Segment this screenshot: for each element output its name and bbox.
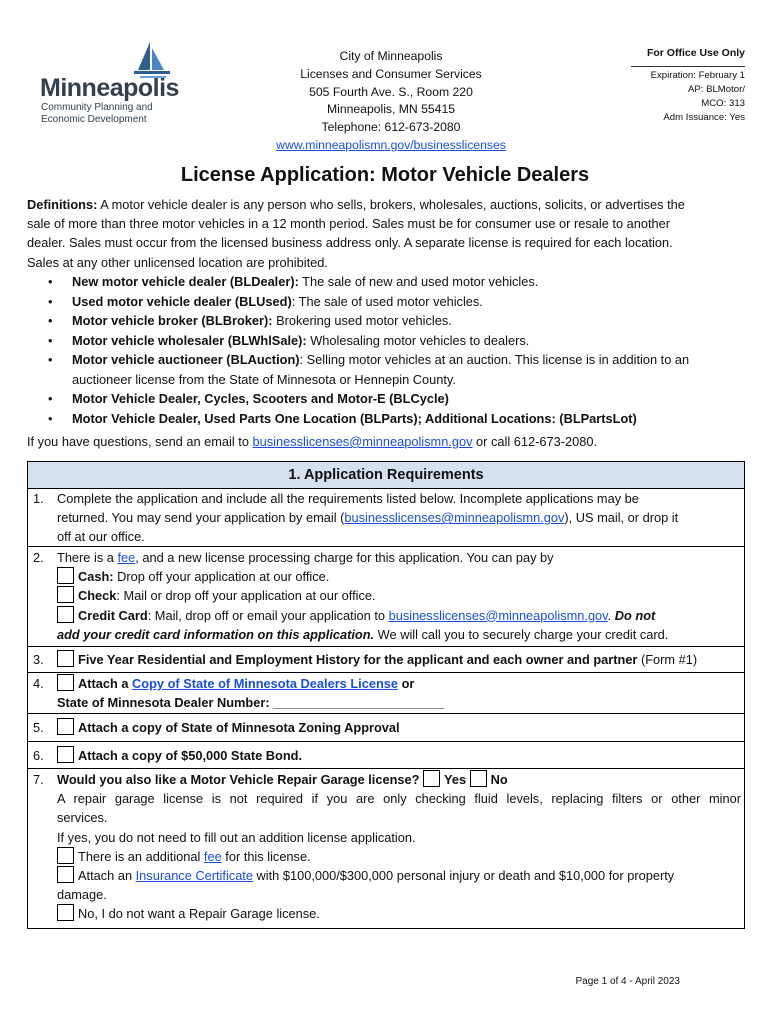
- requirement-1: Complete the application and include all the requirements listed below. Incomplete applications may be returned. You may send your application by email (businesslicenses@minneapolismn.gov), US mail, or drop it off at our office.: [57, 491, 679, 545]
- cash-checkbox[interactable]: [57, 567, 74, 584]
- header-org: City of Minneapolis: [339, 49, 443, 63]
- office-title: For Office Use Only: [646, 47, 745, 59]
- insurance-certificate-checkbox[interactable]: [57, 866, 74, 883]
- header-address: 505 Fourth Ave. S., Room 220: [309, 85, 473, 99]
- dealers-license-link[interactable]: Copy of State of Minnesota Dealers License: [132, 676, 399, 691]
- row-divider: [28, 646, 744, 647]
- list-item: • Motor Vehicle Dealer, Used Parts One Location (BLParts); Additional Locations: (BLPartsLot): [48, 410, 637, 426]
- email-link[interactable]: businesslicenses@minneapolismn.gov: [344, 510, 565, 526]
- fee-link[interactable]: fee: [117, 550, 136, 565]
- repair-garage-no-checkbox[interactable]: [470, 770, 487, 787]
- zoning-approval-checkbox[interactable]: [57, 718, 74, 735]
- row-number: 7.: [33, 772, 44, 787]
- list-item: • Motor Vehicle Dealer, Cycles, Scooters and Motor-E (BLCycle): [48, 391, 449, 406]
- email-link[interactable]: businesslicenses@minneapolismn.gov: [388, 607, 608, 623]
- dealers-license-checkbox[interactable]: [57, 674, 74, 691]
- email-link[interactable]: businesslicenses@minneapolismn.gov: [252, 434, 473, 449]
- header-url-link[interactable]: www.minneapolismn.gov/businesslicenses: [276, 138, 506, 152]
- header-phone: Telephone: 612-673-2080: [321, 120, 461, 134]
- office-line1: Expiration: February 1: [650, 70, 745, 81]
- additional-fee-checkbox[interactable]: [57, 847, 74, 864]
- row-divider: [28, 741, 744, 742]
- row-number: 3.: [33, 652, 44, 667]
- list-item-continued: auctioneer license from the State of Minnesota or Hennepin County.: [72, 371, 456, 387]
- requirement-5: Attach a copy of State of Minnesota Zoning Approval: [57, 718, 742, 737]
- row-number: 4.: [33, 676, 44, 691]
- state-bond-checkbox[interactable]: [57, 746, 74, 763]
- row-number: 6.: [33, 748, 44, 763]
- row-divider: [28, 546, 744, 547]
- application-requirements-table: [27, 461, 745, 929]
- logo-line2: Economic Development: [41, 114, 147, 125]
- history-checkbox[interactable]: [57, 650, 74, 667]
- row-number: 1.: [33, 491, 44, 506]
- row-divider: [28, 768, 744, 769]
- office-line4: Adm Issuance: Yes: [663, 112, 745, 123]
- definitions-line2: sale of more than three motor vehicles in a 12 month period. Sales must be for consumer use or resale to another: [27, 216, 671, 232]
- repair-garage-yes-checkbox[interactable]: [423, 770, 440, 787]
- check-checkbox[interactable]: [57, 586, 74, 603]
- definitions-label: Definitions:: [27, 197, 98, 212]
- office-line2: AP: BLMotor/: [687, 84, 745, 95]
- insurance-certificate-link[interactable]: Insurance Certificate: [135, 868, 253, 884]
- fee-link[interactable]: fee: [203, 848, 222, 864]
- row-divider: [28, 672, 744, 673]
- requirement-4: Attach a Copy of State of Minnesota Dealers License or State of Minnesota Dealer Number: ________________________: [57, 676, 444, 711]
- definitions-line1: A motor vehicle dealer is any person who sells, brokers, wholesales, auctions, solicits, or advertises the: [97, 197, 685, 212]
- logo-name: Minneapolis: [40, 74, 179, 102]
- office-divider: [631, 66, 745, 67]
- row-number: 5.: [33, 720, 44, 735]
- requirement-7: Would you also like a Motor Vehicle Repair Garage license? Yes No A repair garage license is not required if you are only checking fluid levels, replacing filters or other minor services. If yes, you do not need to fill out an addition license application. There is an additional fee for this license. Attach an Insurance Certificate with $100,000/$300,000 personal injury or death and $10,000 for property damage. No, I do not want a Repair Garage license.: [57, 772, 741, 922]
- list-item: • New motor vehicle dealer (BLDealer): The sale of new and used motor vehicles.: [48, 274, 539, 289]
- section-heading: 1. Application Requirements: [28, 462, 744, 489]
- list-item: • Motor vehicle auctioneer (BLAuction): Selling motor vehicles at an auction. This license is in addition to an: [48, 352, 690, 367]
- requirement-3: Five Year Residential and Employment History for the applicant and each owner and partner (Form #1): [57, 650, 742, 669]
- row-divider: [28, 713, 744, 714]
- logo-line1: Community Planning and: [41, 102, 153, 113]
- requirement-2: There is a fee, and a new license processing charge for this application. You can pay by Cash: Drop off your application at our office. Check: Mail or drop off your application at our office. Credit Card: Mail, drop off or email your application to businesslicenses@minneapolismn.gov. Do not add your credit card information on this application. We will call you to securely charge your credit card.: [57, 550, 669, 642]
- requirement-6: Attach a copy of $50,000 State Bond.: [57, 746, 742, 765]
- header-dept: Licenses and Consumer Services: [300, 67, 482, 81]
- definitions-line4: Sales at any other unlicensed location are prohibited.: [27, 254, 328, 270]
- header-city: Minneapolis, MN 55415: [326, 102, 456, 116]
- page-title: License Application: Motor Vehicle Dealers: [180, 164, 590, 186]
- definitions-line3: dealer. Sales must occur from the licensed business address only. A separate license is required for each location.: [27, 235, 673, 251]
- questions-line: If you have questions, send an email to businesslicenses@minneapolismn.gov or call 612-673-2080.: [27, 434, 597, 449]
- page-footer: Page 1 of 4 - April 2023: [575, 976, 680, 987]
- license-type-list: [0, 272, 760, 428]
- list-item: • Motor vehicle broker (BLBroker): Brokering used motor vehicles.: [48, 313, 452, 328]
- list-item: • Motor vehicle wholesaler (BLWhlSale): Wholesaling motor vehicles to dealers.: [48, 332, 530, 348]
- definitions: [27, 195, 747, 272]
- row-number: 2.: [33, 550, 44, 565]
- credit-card-checkbox[interactable]: [57, 606, 74, 623]
- logo: [40, 40, 179, 130]
- list-item: • Used motor vehicle dealer (BLUsed): The sale of used motor vehicles.: [48, 293, 483, 309]
- office-line3: MCO: 313: [701, 98, 745, 109]
- no-repair-garage-checkbox[interactable]: [57, 904, 74, 921]
